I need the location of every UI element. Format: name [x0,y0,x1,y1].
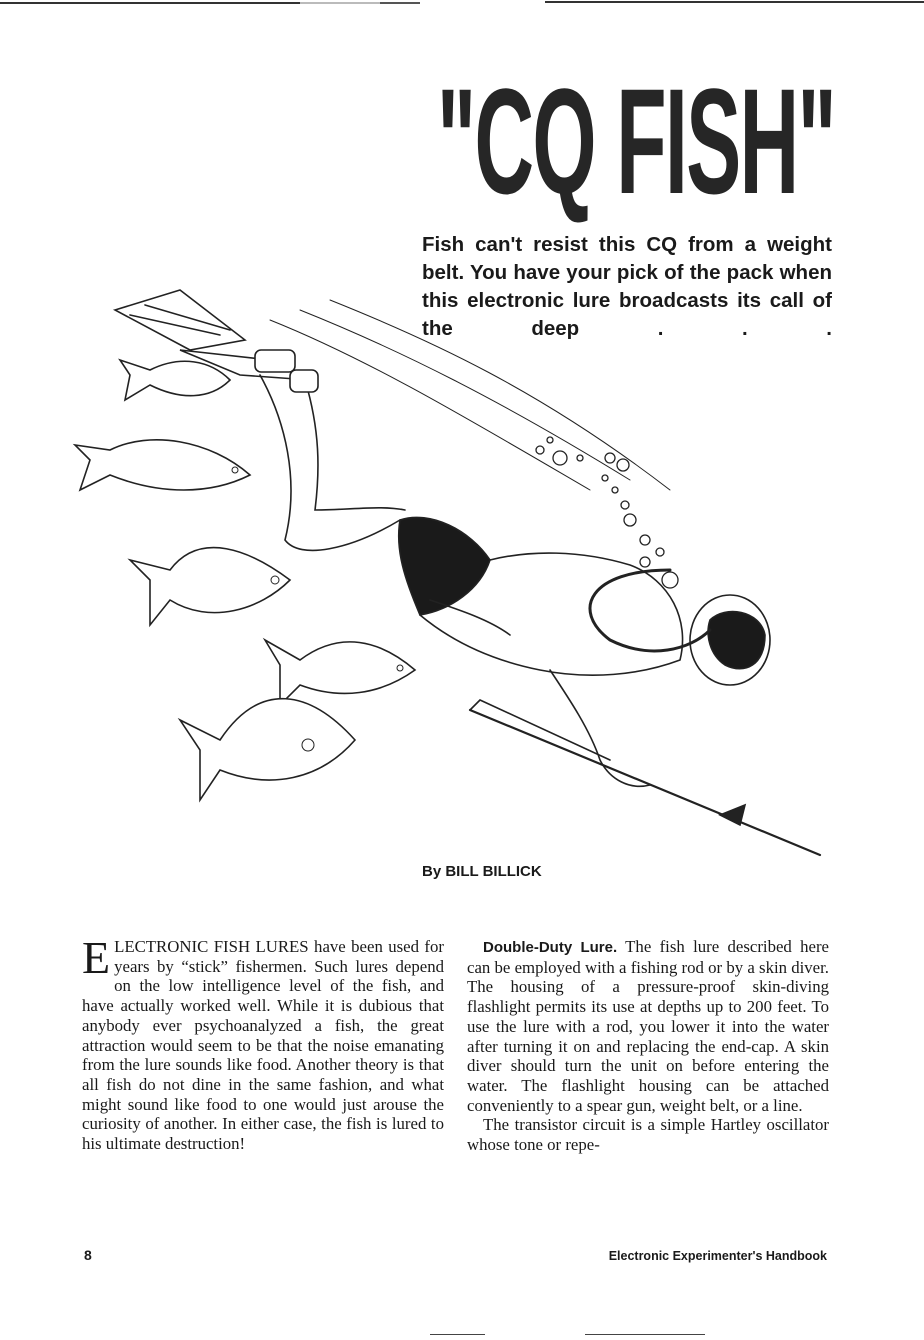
bottom-rule [585,1334,705,1335]
byline: By BILL BILLICK [422,863,542,880]
article-deck: Fish can't resist this CQ from a weight belt. You have your pick of the pack when this electronic lure broadcasts its call of the deep . . . [422,233,832,340]
drop-cap: E [82,932,111,983]
publication-footer: Electronic Experimenter's Handbook [608,1249,827,1263]
skin-diver-illustration [70,280,830,860]
paragraph: LECTRONIC FISH LURES have been used for years by “stick” fishermen. Such lures depend on the low intelligence level of the fish, and have actually worked well. While it is dubious that anybody ever psychoanalyzed a fish, the great attraction would seem to be that the noise emanating from the lure sounds like food. Another theory is that all fish do not dine in the same fashion, and what might sound like food to one would just arouse the curiosity of another. In either case, the fish is lured to his ultimate destruction! [82,937,444,1154]
body-column-left [82,932,444,1154]
body-column-right [467,937,829,1155]
article-title: "CQ FISH" [437,57,835,225]
bottom-rule [430,1334,485,1335]
top-rule [0,0,924,6]
page-number: 8 [84,1247,92,1263]
paragraph: The transistor circuit is a simple Hartley oscillator whose tone or repe- [467,1115,829,1155]
subhead-double-duty-lure: Double-Duty Lure. [483,939,618,956]
paragraph: The fish lure described here can be employed with a fishing rod or by a skin diver. The housing of a pressure-proof skin-diving flashlight permits its use at depths up to 200 feet. To use the lure with a rod, you lower it into the water after turning it on and replacing the end-cap. A skin diver should turn the unit on before entering the water. The flashlight housing can be attached conveniently to a spear gun, weight belt, or a line. [467,937,829,1115]
